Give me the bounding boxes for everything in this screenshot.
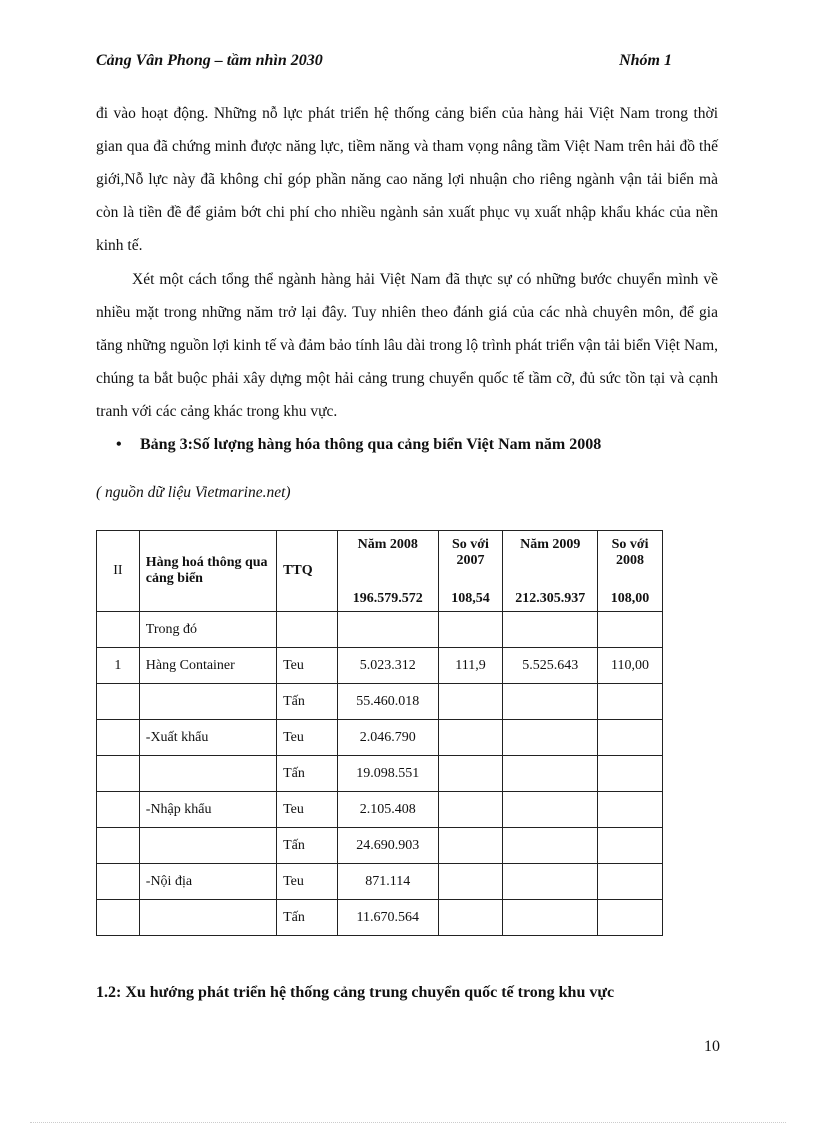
paragraph-1: đi vào hoạt động. Những nỗ lực phát triển hệ thống cảng biển của hàng hải Việt Nam trong thời gian qua đã chứng minh được năng lực, tiềm năng và tham vọng nâng tầm Việt Nam trên hải đồ thế giới,Nỗ lực này đã không chỉ góp phần năng cao năng lợi nhuận cho riêng ngành vận tải biển mà còn là tiền đề để giảm bớt chi phí cho nhiều ngành sản xuất phục vụ xuất nhập khẩu khác của nền kinh tế. [96,105,718,254]
table-cell: 871.114 [337,864,438,900]
table-row [97,792,663,828]
header-2008-label: Năm 2008 [357,537,418,552]
table-row [97,900,663,936]
table-row [97,864,663,900]
table-cell: 5.525.643 [503,648,598,684]
table-cell [598,756,663,792]
table-cell [503,900,598,936]
table-cell [139,684,276,720]
table-cell: -Nhập khẩu [139,792,276,828]
table-cell [97,612,140,648]
table-cell: 1 [97,648,140,684]
table-cell [438,612,503,648]
header-group: Nhóm 1 [619,52,672,69]
table-cell [598,720,663,756]
header-2009-total: 212.305.937 [515,591,586,606]
table-cell: Tấn [277,684,338,720]
table-cell [438,720,503,756]
table-row [97,648,663,684]
header-vs-2008-label: So với 2008 [611,537,649,568]
table-cell: 110,00 [598,648,663,684]
table-cell [97,720,140,756]
table-cell [97,900,140,936]
table-cell: 24.690.903 [337,828,438,864]
table-cell [139,756,276,792]
header-cell-unit: TTQ [277,531,338,612]
table-cell: Trong đó [139,612,276,648]
table-row [97,828,663,864]
table-cell [503,756,598,792]
table-cell [438,900,503,936]
table-cell [97,756,140,792]
table-header-row [97,531,663,612]
table-cell [139,828,276,864]
table-cell [277,612,338,648]
table-cell [503,792,598,828]
paragraph-2: Xét một cách tổng thể ngành hàng hải Việt Nam đã thực sự có những bước chuyển mình về nhiều mặt trong những năm trở lại đây. Tuy nhiên theo đánh giá của các nhà chuyên môn, để gia tăng những nguồn lợi kinh tế và đảm bảo tính lâu dài trong lộ trình phát triển vận tải biển Việt Nam, chúng ta bắt buộc phải xây dựng một hải cảng trung chuyển quốc tế tầm cỡ, đủ sức tồn tại và cạnh tranh với các cảng khác trong khu vực. [96,271,718,420]
header-vs-2007-value: 108,54 [451,591,490,606]
table-caption-text: Bảng 3:Số lượng hàng hóa thông qua cảng biển Việt Nam năm 2008 [140,436,602,453]
table-cell: 5.023.312 [337,648,438,684]
header-cell-cargo: Hàng hoá thông qua cảng biển [139,531,276,612]
table-cell [97,828,140,864]
table-cell [438,792,503,828]
table-cell: 111,9 [438,648,503,684]
table-body [97,612,663,936]
header-cell-2008 [337,531,438,612]
table-cell [503,828,598,864]
table-cell: Tấn [277,828,338,864]
header-cell-index: II [97,531,140,612]
table-cell [438,828,503,864]
page-header [96,52,672,74]
table-cell [503,684,598,720]
table-cell [139,900,276,936]
header-vs-2008-value: 108,00 [610,591,650,606]
table-cell [598,900,663,936]
table-cell: -Xuất khẩu [139,720,276,756]
table-cell [598,612,663,648]
table-cell [337,612,438,648]
table-cell [438,684,503,720]
table-row [97,612,663,648]
table-cell [438,864,503,900]
table-cell [598,792,663,828]
header-2008-total: 196.579.572 [352,591,423,606]
section-heading: 1.2: Xu hướng phát triển hệ thống cảng trung chuyển quốc tế trong khu vực [96,984,615,1001]
header-cell-vs-2008 [598,531,663,612]
page-number: 10 [704,1038,720,1055]
table-cell: 2.046.790 [337,720,438,756]
data-source: ( nguồn dữ liệu Vietmarine.net) [96,484,291,501]
table-cell [503,720,598,756]
table-cell: -Nội địa [139,864,276,900]
table-cell: Teu [277,720,338,756]
table-cell [598,864,663,900]
table-cell: Teu [277,792,338,828]
cargo-table [96,530,663,936]
header-vs-2007-label: So với 2007 [452,537,489,568]
table-cell: Teu [277,864,338,900]
table-row [97,684,663,720]
table-cell [438,756,503,792]
table-cell: 19.098.551 [337,756,438,792]
table-caption [116,436,601,454]
bullet-icon: • [116,436,122,453]
header-2009-label: Năm 2009 [520,537,581,552]
header-title: Cảng Vân Phong – tầm nhìn 2030 [96,52,323,69]
header-cell-vs-2007 [438,531,503,612]
table-cell: Hàng Container [139,648,276,684]
table-cell [503,612,598,648]
table-cell: 55.460.018 [337,684,438,720]
header-cell-2009 [503,531,598,612]
table-row [97,756,663,792]
table-cell: 2.105.408 [337,792,438,828]
table-cell: Tấn [277,900,338,936]
table-cell: 11.670.564 [337,900,438,936]
table-row [97,720,663,756]
table-cell: Teu [277,648,338,684]
table-cell: Tấn [277,756,338,792]
table-cell [598,828,663,864]
table-cell [503,864,598,900]
table-cell [97,792,140,828]
table-cell [97,684,140,720]
table-cell [97,864,140,900]
table-cell [598,684,663,720]
